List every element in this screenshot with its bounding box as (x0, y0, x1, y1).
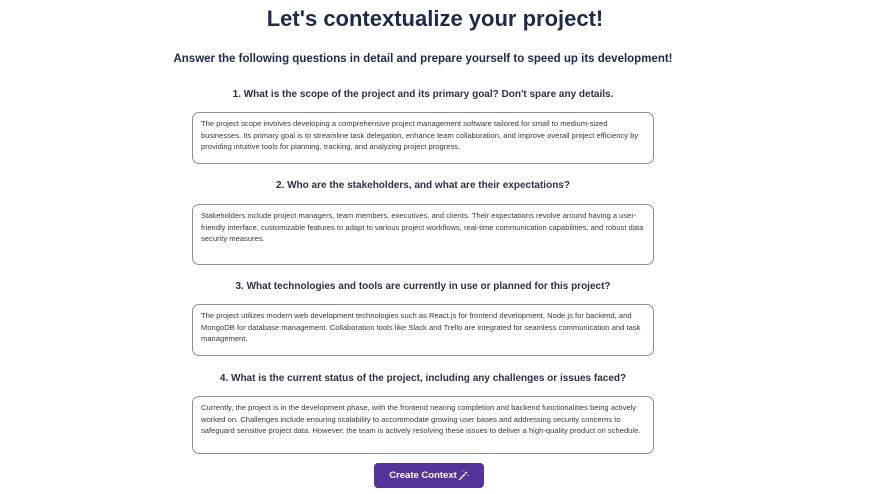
page-subtitle: Answer the following questions in detail and prepare yourself to speed up its development! (173, 53, 673, 65)
page-title: Let's contextualize your project! (266, 6, 604, 31)
question-technologies-label: 3. What technologies and tools are currently in use or planned for this project? (235, 281, 611, 292)
magic-wand-icon (458, 470, 469, 481)
question-status-label: 4. What is the current status of the project, including any challenges or issues faced? (219, 373, 627, 384)
scope-answer-textarea[interactable]: The project scope involves developing a comprehensive project management software tailored for small to medium-sized businesses. Its primary goal is to streamline task delegation, enhance team collaboration, and improve overall project efficiency by providing intuitive tools for planning, tracking, and analyzing project progress. (192, 112, 654, 164)
status-answer-textarea[interactable]: Currently, the project is in the development phase, with the frontend nearing completion and backend functionalities being actively worked on. Challenges include ensuring scalability to accommodate growing user bases and addressing security concerns to safeguard sensitive project data. However, the team is actively resolving these issues to deliver a high-quality product on schedule. (192, 396, 654, 454)
question-scope-label: 1. What is the scope of the project and its primary goal? Don't spare any details. (232, 89, 614, 100)
create-context-label: Create Context (389, 470, 457, 481)
stakeholders-answer-textarea[interactable]: Stakeholders include project managers, team members, executives, and clients. Their expectations revolve around having a user-friendly interface, customizable features to adapt to various project workflows, real-time communication capabilities, and robust data security measures. (192, 204, 654, 265)
question-stakeholders-label: 2. Who are the stakeholders, and what are their expectations? (276, 180, 570, 191)
technologies-answer-textarea[interactable]: The project utilizes modern web development technologies such as React.js for frontend development, Node.js for backend, and MongoDB for database management. Collaboration tools like Slack and Trello are integrated for seamless communication and task management. (192, 304, 654, 356)
create-context-button[interactable] (374, 463, 484, 488)
